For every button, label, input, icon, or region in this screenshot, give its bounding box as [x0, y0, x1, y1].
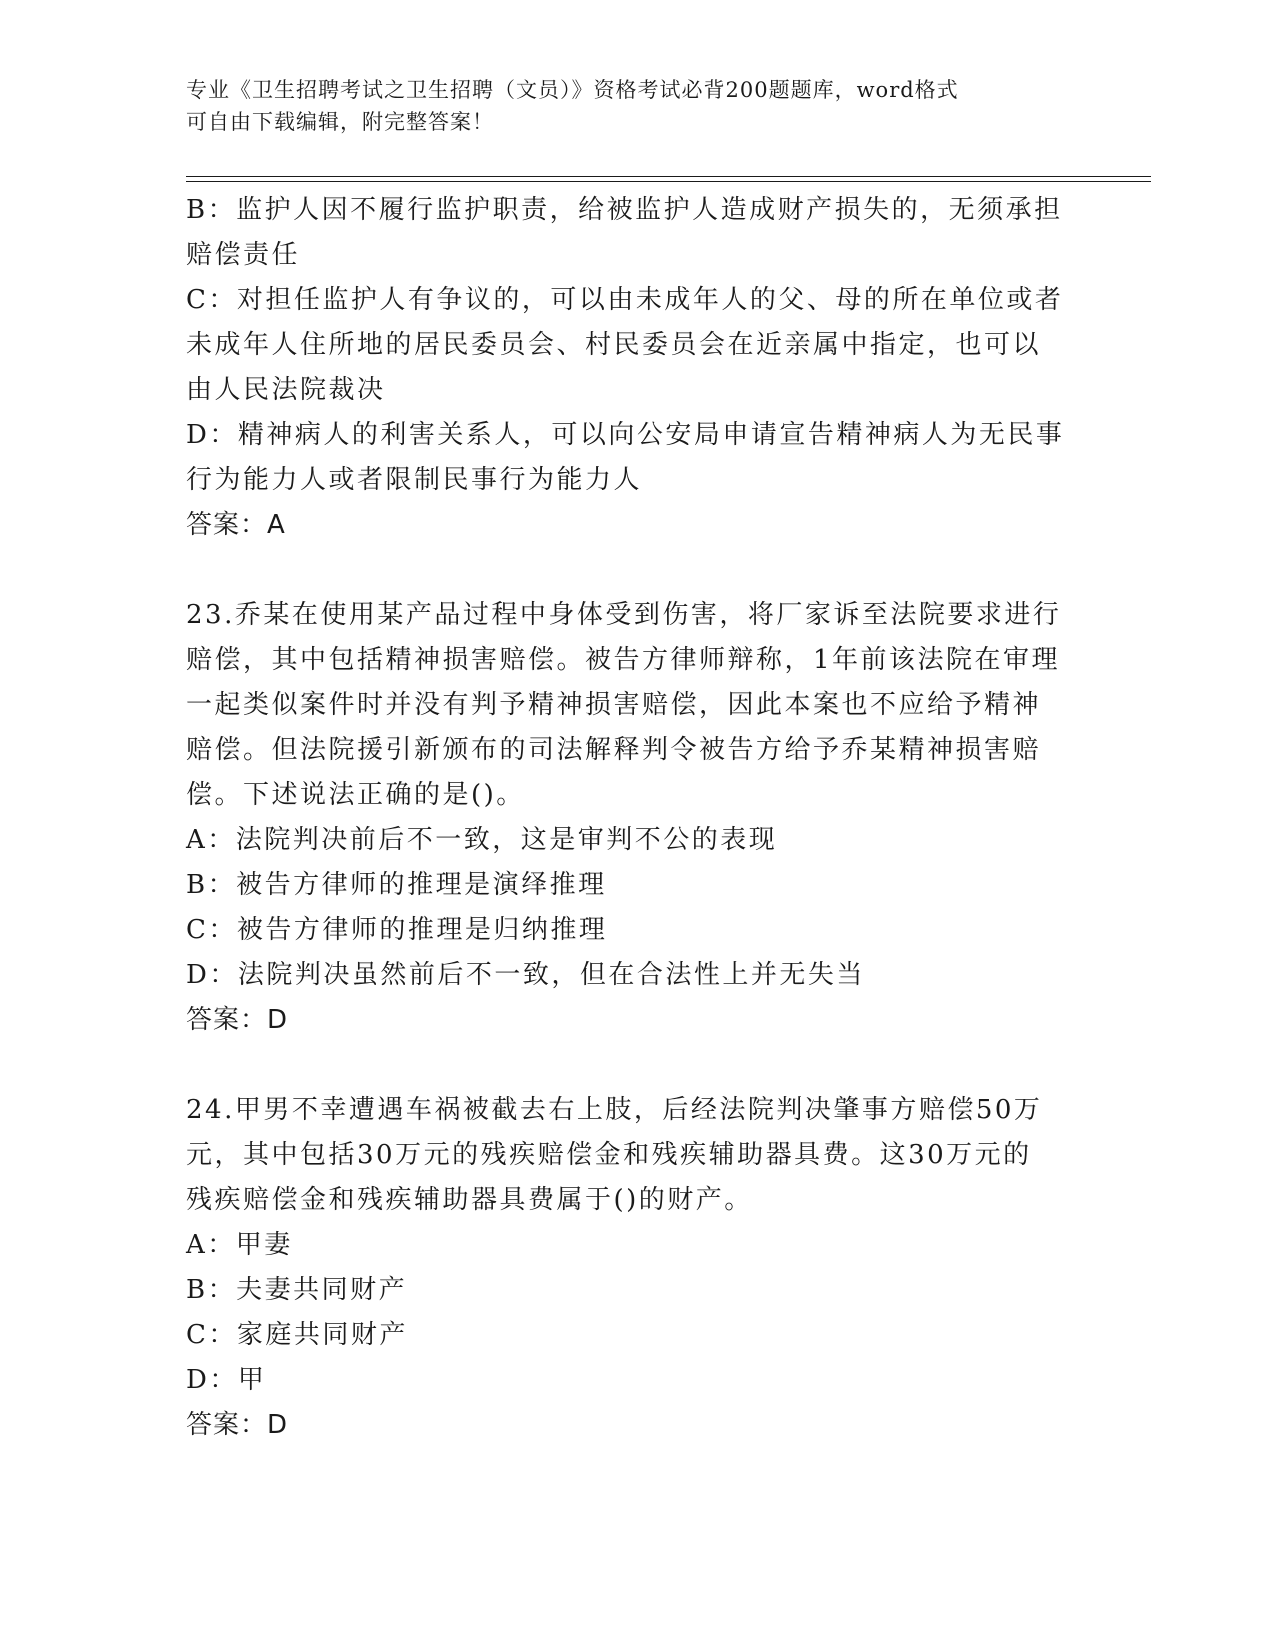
option-c-line-1: C：对担任监护人有争议的，可以由未成年人的父、母的所在单位或者 — [186, 285, 1064, 315]
q24-stem-line-3: 残疾赔偿金和残疾辅助器具费属于()的财产。 — [186, 1185, 753, 1215]
spacer — [186, 1043, 1086, 1088]
option-d-line-1: D：精神病人的利害关系人，可以向公安局申请宣告精神病人为无民事 — [186, 420, 1065, 450]
option-b-line-2: 赔偿责任 — [186, 240, 301, 270]
answer-22: 答案：A — [186, 510, 286, 540]
option-c-line-2: 未成年人住所地的居民委员会、村民委员会在近亲属中指定，也可以 — [186, 330, 1042, 360]
q23-stem-line-3: 一起类似案件时并没有判予精神损害赔偿，因此本案也不应给予精神 — [186, 690, 1042, 720]
option-d-line-2: 行为能力人或者限制民事行为能力人 — [186, 465, 643, 495]
q23-option-b: B：被告方律师的推理是演绎推理 — [186, 870, 607, 900]
answer-23: 答案：D — [186, 1005, 289, 1035]
question-24 — [186, 1088, 1086, 1448]
question-content — [186, 188, 1086, 1448]
q24-option-d: D：甲 — [186, 1365, 267, 1395]
q23-option-d: D：法院判决虽然前后不一致，但在合法性上并无失当 — [186, 960, 865, 990]
header-line-2: 可自由下载编辑，附完整答案！ — [186, 110, 494, 134]
spacer — [186, 548, 1086, 593]
question-23 — [186, 593, 1086, 1043]
q23-option-c: C：被告方律师的推理是归纳推理 — [186, 915, 608, 945]
header-rule-top — [186, 176, 1151, 177]
q24-option-a: A：甲妻 — [186, 1230, 293, 1260]
header-rule-bottom — [186, 181, 1151, 182]
q24-stem-line-2: 元，其中包括30万元的残疾赔偿金和残疾辅助器具费。这30万元的 — [186, 1140, 1032, 1170]
q23-stem-line-1: 23.乔某在使用某产品过程中身体受到伤害，将厂家诉至法院要求进行 — [186, 600, 1062, 630]
answer-24: 答案：D — [186, 1410, 289, 1440]
q24-stem-line-1: 24.甲男不幸遭遇车祸被截去右上肢，后经法院判决肇事方赔偿50万 — [186, 1095, 1043, 1125]
q23-option-a: A：法院判决前后不一致，这是审判不公的表现 — [186, 825, 778, 855]
q23-stem-line-5: 偿。下述说法正确的是()。 — [186, 780, 525, 810]
q24-option-b: B：夫妻共同财产 — [186, 1275, 408, 1305]
q24-option-c: C：家庭共同财产 — [186, 1320, 408, 1350]
question-22-continuation — [186, 188, 1086, 548]
page-header — [186, 74, 1066, 138]
header-line-1: 专业《卫生招聘考试之卫生招聘（文员）》资格考试必背200题题库，word格式 — [186, 78, 959, 102]
q23-stem-line-2: 赔偿，其中包括精神损害赔偿。被告方律师辩称，1年前该法院在审理 — [186, 645, 1061, 675]
q23-stem-line-4: 赔偿。但法院援引新颁布的司法解释判令被告方给予乔某精神损害赔 — [186, 735, 1042, 765]
option-b-line-1: B：监护人因不履行监护职责，给被监护人造成财产损失的，无须承担 — [186, 195, 1063, 225]
option-c-line-3: 由人民法院裁决 — [186, 375, 386, 405]
